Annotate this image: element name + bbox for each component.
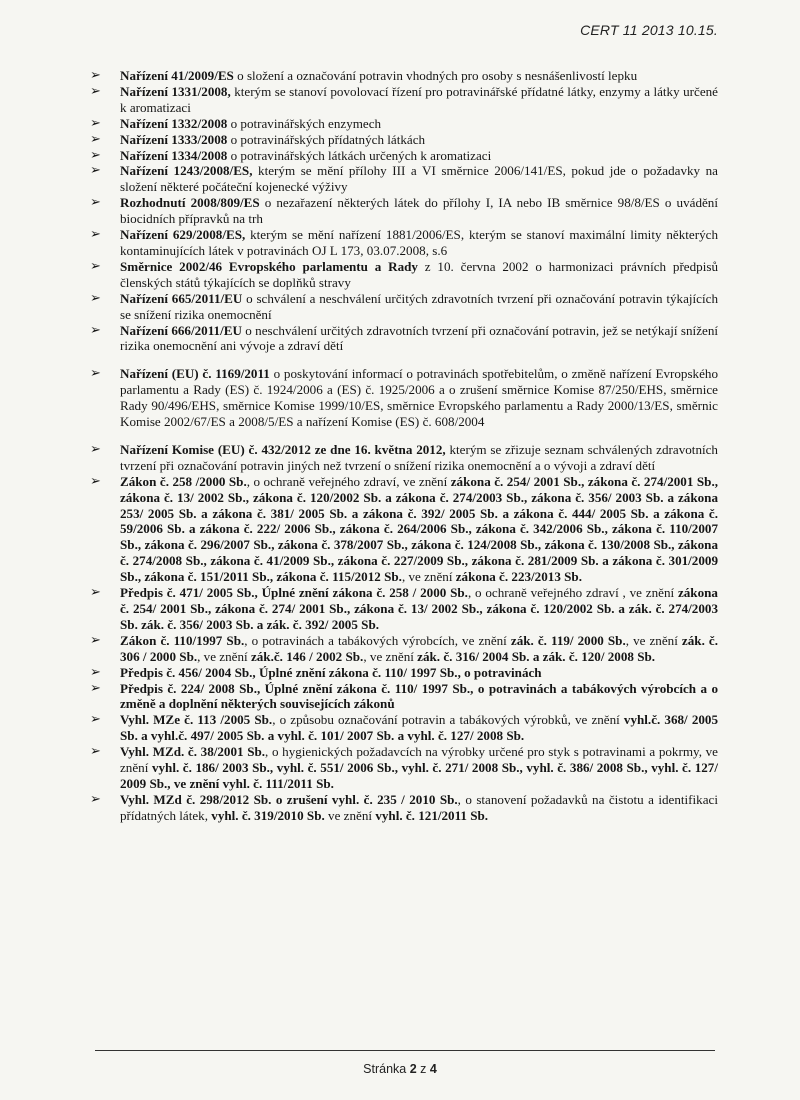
regulation-reference: Nařízení 41/2009/ES <box>120 68 234 83</box>
regulation-description: , o ochraně veřejného zdraví , ve znění <box>467 585 678 601</box>
regulation-reference: Nařízení 666/2011/EU <box>120 322 242 338</box>
regulation-reference: vyhl. č. 186/ 2003 Sb., vyhl. č. 551/ 2006 Sb., vyhl. č. 271/ 2008 Sb., vyhl. č. 386/ 2008 Sb., vyhl. č. 127/ 2009 Sb., ve znění vyhl. č. 111/2011 Sb. <box>120 760 718 791</box>
arrow-bullet-icon: ➢ <box>90 147 101 163</box>
arrow-bullet-icon: ➢ <box>90 83 101 99</box>
arrow-bullet-icon: ➢ <box>90 290 101 306</box>
regulation-item <box>88 366 718 430</box>
regulation-reference: Nařízení Komise (EU) č. 432/2012 ze dne 16. května 2012, <box>120 441 446 457</box>
regulation-reference: Zákon č. 110/1997 Sb. <box>120 632 245 648</box>
regulation-description: , ve znění <box>197 648 251 664</box>
arrow-bullet-icon: ➢ <box>90 791 101 807</box>
arrow-bullet-icon: ➢ <box>90 632 101 648</box>
regulation-item <box>88 792 718 824</box>
regulation-reference: zákona č. 254/ 2001 Sb., zákona č. 274/2001 Sb., zákona č. 13/ 2002 Sb., zákona č. 120/2002 Sb. a zákona č. 274/2003 Sb., zákona č. 356/ 2003 Sb. a zákona 253/ 2005 Sb. a zákona č. 381/ 2005 Sb. a zákona č. 392/ 2005 Sb. a zákona č. 444/ 2005 Sb. a zákona č. 59/2006 Sb. a zákona č. 222/ 2006 Sb., zákona č. 264/2006 Sb., zákona č. 342/2006 Sb., zákona č. 110/2007 Sb., zákona č. 296/2007 Sb., zákona č. 378/2007 Sb., zákona č. 124/2008 Sb., zákona č. 130/2008 Sb., zákona č. 274/2008 Sb., zákona č. 41/2009 Sb., zákona č. 227/2009 Sb., zákona č. 281/2009 Sb. a zákona č. 301/2009 Sb., zákona č. 151/2011 Sb., zákona č. 115/2012 Sb. <box>120 473 718 585</box>
regulation-item <box>88 323 718 355</box>
regulation-reference: vyhl. č. 121/2011 Sb. <box>375 807 489 823</box>
regulation-reference: Nařízení (EU) č. 1169/2011 <box>120 366 270 382</box>
regulation-description: kterým se stanoví povolovací řízení pro potravinářské přídatné látky, enzymy a látky určené k aromatizaci <box>120 83 718 115</box>
regulation-description: o potravinářských přídatných látkách <box>227 131 426 147</box>
regulation-description: , ve znění <box>363 648 418 664</box>
arrow-bullet-icon: ➢ <box>90 68 101 83</box>
regulation-reference: Předpis č. 471/ 2005 Sb., Úplné znění zákona č. 258 / 2000 Sb. <box>120 585 468 601</box>
regulation-reference: zák.č. 146 / 2002 Sb. <box>250 648 364 664</box>
regulation-reference: Nařízení 629/2008/ES, <box>120 227 246 243</box>
regulation-description: o nezařazení některých látek do přílohy I, IA nebo IB směrnice 98/8/ES o uvádění biocidních přípravků na trh <box>120 195 718 227</box>
arrow-bullet-icon: ➢ <box>90 585 101 601</box>
regulation-reference: Předpis č. 224/ 2008 Sb., Úplné znění zákona č. 110/ 1997 Sb., o potravinách a tabákových výrobcích a o změně a doplnění některých souvisejících zákonů <box>120 680 718 712</box>
arrow-bullet-icon: ➢ <box>90 322 101 338</box>
regulation-item <box>88 442 718 474</box>
arrow-bullet-icon: ➢ <box>90 366 101 382</box>
regulation-description: , ve znění <box>625 632 682 648</box>
regulation-reference: Směrnice 2002/46 Evropského parlamentu a Rady <box>120 258 418 274</box>
arrow-bullet-icon: ➢ <box>90 664 101 680</box>
regulation-description: o neschválení určitých zdravotních tvrzení při označování potravin, jež se netýkají snížení rizika onemocnění ani vývoje a zdraví dětí <box>120 322 718 354</box>
page-separator: z <box>416 1062 430 1076</box>
arrow-bullet-icon: ➢ <box>90 473 101 489</box>
regulation-description: o schválení a neschválení určitých zdravotních tvrzení při označování potravin týkajících se snížení rizika onemocnění <box>120 290 718 322</box>
regulation-item <box>88 744 718 792</box>
regulation-reference: Zákon č. 258 /2000 Sb. <box>120 473 247 489</box>
regulation-reference: zákona č. 223/2013 Sb. <box>455 569 582 585</box>
regulation-description: kterým se mění přílohy III a VI směrnice 2006/141/ES, pokud jde o požadavky na složení některé počáteční kojenecké výživy <box>120 163 718 195</box>
regulation-item <box>88 665 718 681</box>
regulation-reference: vyhl.č. 368/ 2005 Sb. a vyhl.č. 497/ 2005 Sb. a vyhl. č. 101/ 2007 Sb. a vyhl. č. 127/ 2008 Sb. <box>120 712 719 744</box>
footer-divider <box>95 1050 715 1051</box>
regulation-reference: zákona č. 254/ 2001 Sb., zákona č. 274/ 2001 Sb., zákona č. 13/ 2002 Sb., zákona č. 120/2002 Sb. a zák. č. 274/2003 Sb. zák. č. 356/ 2003 Sb. a zák. č. 392/ 2005 Sb. <box>120 585 718 632</box>
regulation-list <box>88 68 718 824</box>
regulation-reference: Vyhl. MZd č. 298/2012 Sb. o zrušení vyhl. č. 235 / 2010 Sb. <box>120 791 458 807</box>
regulation-description: , o způsobu označování potravin a tabákových výrobků, ve znění <box>272 712 624 728</box>
page-label: Stránka <box>363 1062 410 1076</box>
regulation-description: , o potravinách a tabákových výrobcích, ve znění <box>244 632 511 648</box>
regulation-reference: Nařízení 1331/2008, <box>120 83 231 99</box>
regulation-description: kterým se mění nařízení 1881/2006/ES, kterým se stanoví maximální limity některých kontaminujících látek v potravinách OJ L 173, 03.07.2008, s.6 <box>120 227 718 258</box>
regulation-description: o potravinářských enzymech <box>227 115 382 131</box>
regulation-reference: Nařízení 665/2011/EU <box>120 290 243 306</box>
regulation-item <box>88 259 718 291</box>
regulation-reference: vyhl. č. 319/2010 Sb. <box>211 807 325 823</box>
regulation-item <box>88 148 718 164</box>
regulation-item <box>88 227 718 259</box>
regulation-reference: zák. č. 316/ 2004 Sb. a zák. č. 120/ 2008 Sb. <box>417 648 656 664</box>
regulation-reference: zák. č. 306 / 2000 Sb. <box>120 632 718 664</box>
arrow-bullet-icon: ➢ <box>90 195 101 211</box>
regulation-description: ve znění <box>324 807 376 823</box>
regulation-item <box>88 474 718 585</box>
arrow-bullet-icon: ➢ <box>90 712 101 728</box>
regulation-reference: Nařízení 1334/2008 <box>120 147 228 163</box>
regulation-reference: Nařízení 1243/2008/ES, <box>120 163 253 179</box>
regulation-list-container <box>88 68 718 824</box>
regulation-description: , o ochraně veřejného zdraví, ve znění <box>246 473 451 489</box>
regulation-item <box>88 585 718 633</box>
regulation-item <box>88 712 718 744</box>
regulation-item <box>88 681 718 713</box>
regulation-item <box>88 132 718 148</box>
page-number: 2 <box>409 1062 417 1076</box>
regulation-description: z 10. června 2002 o harmonizaci právních předpisů členských států týkajících se doplňků stravy <box>120 258 718 290</box>
regulation-reference: zák. č. 119/ 2000 Sb. <box>510 632 626 648</box>
regulation-item <box>88 68 718 84</box>
regulation-reference: Nařízení 1333/2008 <box>120 131 228 147</box>
arrow-bullet-icon: ➢ <box>90 131 101 147</box>
regulation-description: , ve znění <box>401 569 456 585</box>
page-total: 4 <box>429 1062 437 1076</box>
regulation-item <box>88 633 718 665</box>
regulation-reference: Vyhl. MZd. č. 38/2001 Sb. <box>120 744 266 760</box>
regulation-reference: Rozhodnutí 2008/809/ES <box>120 195 260 211</box>
regulation-item <box>88 291 718 323</box>
regulation-reference: Vyhl. MZe č. 113 /2005 Sb. <box>120 712 273 728</box>
regulation-reference: Nařízení 1332/2008 <box>120 115 228 131</box>
arrow-bullet-icon: ➢ <box>90 227 101 243</box>
arrow-bullet-icon: ➢ <box>90 441 101 457</box>
regulation-description: , o stanovení požadavků na čistotu a identifikaci přídatných látek, <box>120 791 718 823</box>
regulation-item <box>88 84 718 116</box>
arrow-bullet-icon: ➢ <box>90 258 101 274</box>
regulation-description: o potravinářských látkách určených k aromatizaci <box>227 147 492 163</box>
document-reference: CERT 11 2013 10.15. <box>580 22 718 38</box>
regulation-description: o poskytování informací o potravinách spotřebitelům, o změně nařízení Evropského parlamentu a Rady (ES) č. 1924/2006 a (ES) č. 1925/2006 a o zrušení směrnice Komise 87/250/EHS, směrnice Rady 90/496/EHS, směrnice Komise 1999/10/ES, směrnice Evropského parlamentu a Rady 2000/13/ES, směrnic Komise 2002/67/ES a 2008/5/ES a nařízení Komise (ES) č. 608/2004 <box>120 366 718 430</box>
regulation-description: , o hygienických požadavcích na výrobky určené pro styk s potravinami a pokrmy, ve znění <box>120 744 718 776</box>
regulation-item <box>88 163 718 195</box>
arrow-bullet-icon: ➢ <box>90 680 101 696</box>
arrow-bullet-icon: ➢ <box>90 163 101 179</box>
regulation-description: kterým se zřizuje seznam schválených zdravotních tvrzení při označování potravin jiných než tvrzení o snížení rizika onemocnění a o vývoji a zdraví dětí <box>120 441 718 473</box>
regulation-item <box>88 116 718 132</box>
regulation-reference: Předpis č. 456/ 2004 Sb., Úplné znění zákona č. 110/ 1997 Sb., o potravinách <box>120 664 542 680</box>
regulation-item <box>88 195 718 227</box>
arrow-bullet-icon: ➢ <box>90 115 101 131</box>
regulation-description: o složení a označování potravin vhodných pro osoby s nesnášenlivostí lepku <box>233 68 638 83</box>
page-footer <box>0 1062 800 1076</box>
arrow-bullet-icon: ➢ <box>90 744 101 760</box>
